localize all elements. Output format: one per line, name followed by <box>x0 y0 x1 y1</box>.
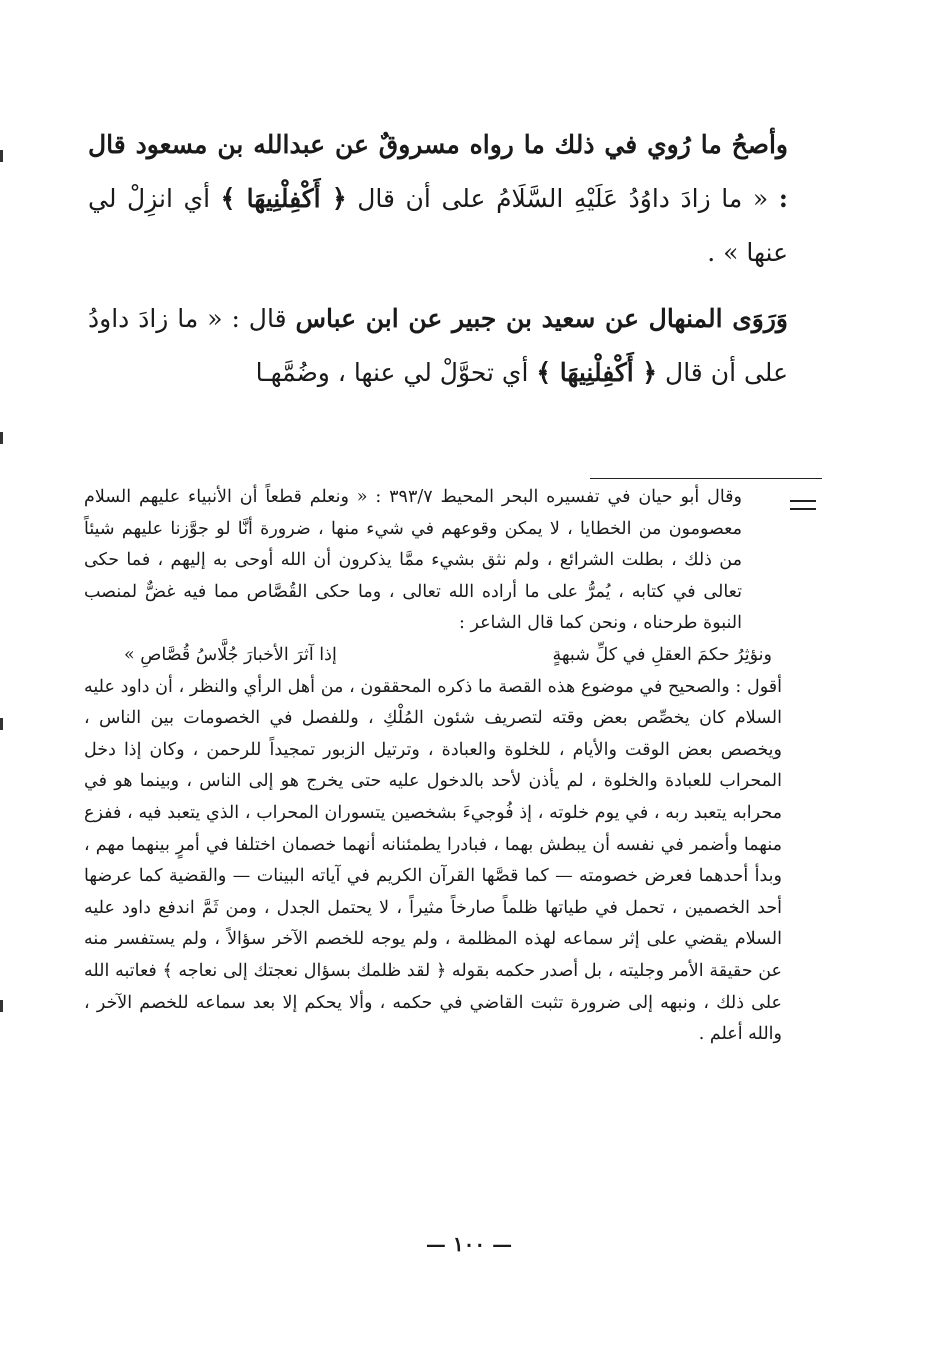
main-paragraph-2 <box>88 292 788 400</box>
verse-first-hemistich: ونؤثِرُ حكمَ العقلِ في كلِّ شبهةٍ <box>552 644 772 665</box>
poetry-verse <box>84 640 782 672</box>
margin-mark <box>0 150 3 162</box>
verse-second-hemistich: إذا آثرَ الأخبارَ جُلَّاسُ قُصَّاصِ » <box>124 644 337 665</box>
quran-quote-2: ﴿ أَكْفِلْنِيهَا ﴾ <box>536 358 658 387</box>
quran-quote-1: ﴿ أَكْفِلْنِيهَا ﴾ <box>220 184 347 213</box>
narration-chain-1: وأصحُ ما رُوي في ذلك ما رواه مسروقٌ عن عبدالله بن مسعود قال : <box>88 130 789 213</box>
footnote-paragraph-1: وقال أبو حيان في تفسيره البحر المحيط ٣٩٣/٧ : « ونعلم قطعاً أن الأنبياء عليهم السلام معصومون من الخطايا ، لا يمكن وقوعهم في شيء منها ، ضرورة أنَّا لو جوَّزنا عليهم شيئاً من ذلك ، بطلت الشرائع ، ولم نثق بشيء ممَّا يذكرون أن الله أوحى به إليهم ، فما حكى تعالى في كتابه ، يُمرُّ على ما أراده الله تعالى ، وما حكى القُصَّاص مما فيه غضٌّ لمنصب النبوة طرحناه ، ونحن كما قال الشاعر : <box>84 487 742 634</box>
margin-mark <box>0 1000 3 1012</box>
margin-mark <box>0 718 3 730</box>
main-text <box>88 118 788 412</box>
narration-text-1a: « ما زادَ داوُدُ عَلَيْهِ السَّلَامُ على أن قال <box>346 184 779 213</box>
footnote-continuation-mark <box>790 500 816 510</box>
main-paragraph-1 <box>88 118 788 280</box>
narration-text-2a: قال : « ما زادَ داودُ على أن قال <box>88 304 788 387</box>
narration-text-2b: أي تحوَّلْ لي عنها ، وضُمَّهـا <box>255 358 537 387</box>
footnote-paragraph-2: أقول : والصحيح في موضوع هذه القصة ما ذكره المحققون ، من أهل الرأي والنظر ، أن داود عليه السلام كان يخصِّص بعض وقته لتصريف شئون المُلْكِ ، وللفصل في الخصومات بين الناس ، ويخصص بعض الوقت والأيام ، للخلوة والعبادة ، وترتيل الزبور تمجيداً للرحمن ، وكان إذا دخل المحراب للعبادة والخلوة ، لم يأذن لأحد بالدخول عليه حتى يخرج هو إلى الناس ، وبينما هو في محرابه يتعبد ربه ، في يوم خلوته ، إذ فُوجيءَ بشخصين يتسوران المحراب ، الذي يتعبد فيه ، ففزع منهما وأضمر في نفسه أن يبطش بهما ، فبادرا يطمئنانه أنهما خصمان اختلفا في أمرٍ بينهما مهم ، وبدأ أحدهما فعرض خصومته — كما قصَّها القرآن الكريم في آياته البينات — والقضية كما عرضها أحد الخصمين ، تحمل في طياتها ظلماً صارخاً مثيراً ، لا يحتمل الجدل ، ومن ثَمَّ اندفع داود عليه السلام يقضي على إثر سماعه لهذه المظلمة ، ولم يوجه للخصم الآخر سؤالاً ، ولم يستفسر منه عن حقيقة الأمر وجليته ، بل أصدر حكمه بقوله ﴿ لقد ظلمك بسؤال نعجتك إلى نعاجه ﴾ فعاتبه الله على ذلك ، ونبهه إلى ضرورة تثبت القاضي في حكمه ، وألا يحكم إلا بعد سماعه للخصم الآخر ، والله أعلم . <box>84 676 782 1045</box>
footnote <box>84 482 782 1051</box>
narration-chain-2: وَرَوَى المنهال عن سعيد بن جبير عن ابن عباس <box>295 304 788 333</box>
page-number: — ١٠٠ — <box>425 1232 513 1256</box>
footnote-separator <box>590 478 822 479</box>
narration-text-1b: أي انزِلْ لي عنها » . <box>88 184 788 267</box>
margin-mark <box>0 432 3 444</box>
